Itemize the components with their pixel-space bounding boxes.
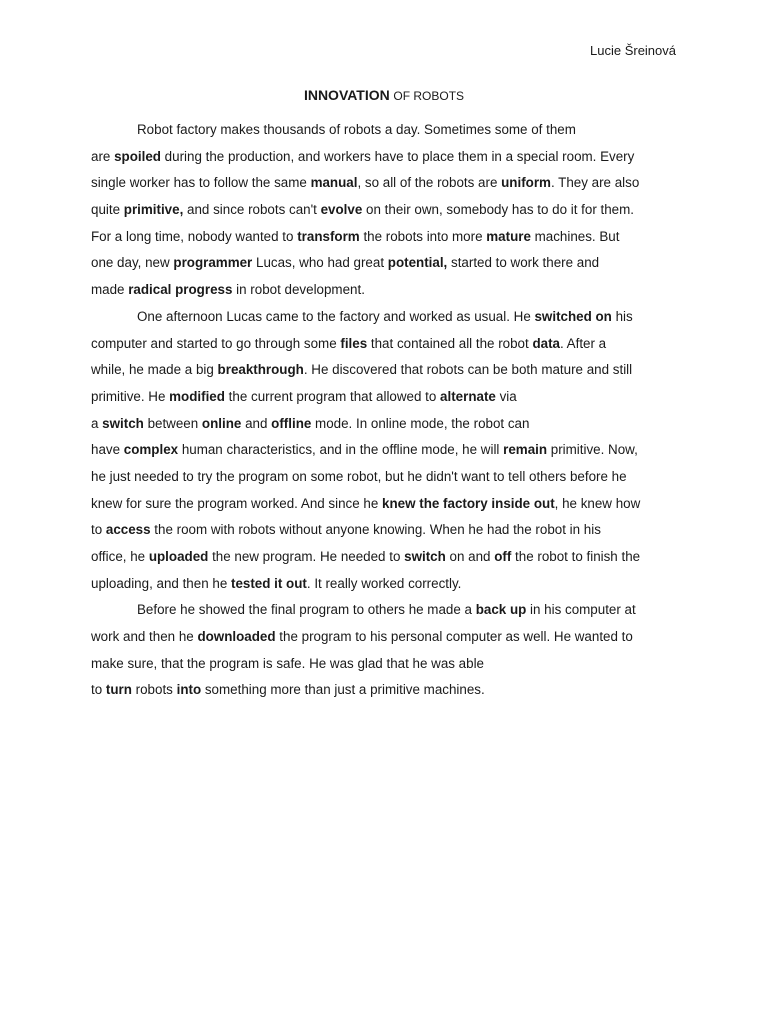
vocabulary-term: evolve: [320, 202, 363, 218]
text-segment: mode. In online mode, the robot can: [311, 415, 530, 431]
text-segment: on their own, somebody has to do it for them.: [362, 202, 634, 218]
text-segment: to: [91, 522, 106, 538]
text-line: [91, 197, 677, 224]
text-segment: he just needed to try the program on some robot, but he didn't want to tell others before he: [91, 468, 627, 484]
vocabulary-term: into: [176, 682, 202, 698]
text-segment: one day, new: [91, 255, 174, 271]
vocabulary-term: spoiled: [114, 148, 161, 164]
document-title: [0, 86, 768, 105]
vocabulary-term: uploaded: [148, 549, 209, 564]
text-line: [91, 250, 677, 277]
text-segment: something more than just a primitive machines.: [201, 682, 485, 698]
text-line: [91, 491, 677, 518]
vocabulary-term: data: [532, 335, 560, 351]
text-line: [91, 144, 677, 171]
text-segment: Before he showed the final program to others he made a: [137, 602, 476, 618]
text-segment: , he knew how: [554, 495, 641, 511]
vocabulary-term: manual: [310, 175, 358, 191]
text-segment: during the production, and workers have to place them in a special room. Every: [160, 148, 635, 164]
vocabulary-term: breakthrough: [217, 362, 304, 378]
text-segment: the current program that allowed to: [224, 388, 441, 404]
text-line: [91, 624, 677, 651]
text-segment: started to work there and: [447, 255, 600, 271]
vocabulary-term: complex: [123, 442, 179, 458]
text-line: [91, 384, 677, 411]
vocabulary-term: off: [494, 549, 512, 564]
vocabulary-term: downloaded: [197, 629, 276, 645]
text-line: [91, 224, 677, 251]
text-segment: office, he: [91, 549, 149, 564]
text-line: [91, 117, 677, 144]
text-segment: via: [495, 388, 517, 404]
text-segment: uploading, and then he: [91, 575, 231, 591]
text-segment: while, he made a big: [91, 362, 218, 378]
text-segment: that contained all the robot: [367, 335, 533, 351]
text-line: [91, 331, 677, 358]
document-body: [91, 117, 677, 704]
vocabulary-term: offline: [271, 415, 312, 431]
text-segment: the program to his personal computer as well. He wanted to: [275, 629, 633, 645]
title-rest: OF ROBOTS: [393, 89, 465, 103]
text-segment: make sure, that the program is safe. He was glad that he was able: [91, 655, 484, 671]
text-segment: the robot to finish the: [511, 549, 641, 564]
vocabulary-term: primitive,: [123, 202, 184, 218]
author-name: Lucie Šreinová: [590, 43, 676, 58]
vocabulary-term: switch: [404, 549, 446, 564]
text-segment: knew for sure the program worked. And since he: [91, 495, 383, 511]
text-segment: the robots into more: [359, 228, 487, 244]
text-segment: Lucas, who had great: [252, 255, 388, 271]
text-line: [91, 571, 677, 598]
text-segment: and since robots can't: [183, 202, 321, 218]
text-line: [91, 437, 677, 464]
text-line: [91, 651, 677, 678]
text-segment: work and then he: [91, 629, 198, 645]
vocabulary-term: uniform: [501, 175, 551, 191]
vocabulary-term: radical progress: [128, 282, 233, 298]
text-segment: to: [91, 682, 106, 698]
text-segment: , so all of the robots are: [357, 175, 502, 191]
text-segment: human characteristics, and in the offline mode, he will: [178, 442, 504, 458]
text-segment: quite: [91, 202, 124, 218]
text-line: [91, 544, 677, 571]
text-segment: the room with robots without anyone knowing. When he had the robot in his: [150, 522, 601, 538]
text-line: [91, 464, 677, 491]
text-segment: primitive. He: [91, 388, 170, 404]
text-segment: on and: [445, 549, 495, 564]
vocabulary-term: switch: [102, 415, 144, 431]
text-segment: are: [91, 148, 115, 164]
text-segment: a: [91, 415, 103, 431]
vocabulary-term: switched on: [534, 308, 612, 324]
text-segment: computer and started to go through some: [91, 335, 341, 351]
text-segment: Robot factory makes thousands of robots a day. Sometimes some of them: [137, 122, 576, 137]
text-segment: . They are also: [550, 175, 640, 191]
text-segment: machines. But: [530, 228, 620, 244]
text-line: [91, 677, 677, 704]
vocabulary-term: knew the factory inside out: [382, 495, 555, 511]
vocabulary-term: files: [340, 335, 368, 351]
text-line: [91, 277, 677, 304]
text-segment: his: [611, 308, 633, 324]
text-segment: single worker has to follow the same: [91, 175, 311, 191]
text-segment: in robot development.: [232, 282, 365, 298]
vocabulary-term: transform: [297, 228, 360, 244]
text-segment: For a long time, nobody wanted to: [91, 228, 298, 244]
text-line: [91, 597, 677, 624]
text-segment: made: [91, 282, 129, 298]
vocabulary-term: programmer: [173, 255, 253, 271]
vocabulary-term: back up: [475, 602, 527, 618]
text-segment: . It really worked correctly.: [306, 575, 462, 591]
text-line: [91, 304, 677, 331]
vocabulary-term: access: [105, 522, 151, 538]
vocabulary-term: alternate: [440, 388, 496, 404]
text-line: [91, 411, 677, 438]
text-line: [91, 170, 677, 197]
vocabulary-term: online: [201, 415, 242, 431]
vocabulary-term: tested it out: [230, 575, 307, 591]
text-segment: have: [91, 442, 124, 458]
vocabulary-term: remain: [503, 442, 548, 458]
text-segment: . After a: [559, 335, 607, 351]
text-line: [91, 517, 677, 544]
text-segment: the new program. He needed to: [208, 549, 405, 564]
text-segment: between: [143, 415, 202, 431]
text-segment: robots: [131, 682, 177, 698]
text-segment: One afternoon Lucas came to the factory and worked as usual. He: [137, 308, 535, 324]
title-main: INNOVATION: [303, 87, 390, 103]
vocabulary-term: mature: [486, 228, 531, 244]
text-segment: and: [241, 415, 272, 431]
text-segment: primitive. Now,: [547, 442, 638, 458]
text-segment: in his computer at: [526, 602, 636, 618]
vocabulary-term: potential,: [387, 255, 448, 271]
text-line: [91, 357, 677, 384]
vocabulary-term: modified: [169, 388, 225, 404]
vocabulary-term: turn: [105, 682, 132, 698]
text-segment: . He discovered that robots can be both mature and still: [303, 362, 633, 378]
